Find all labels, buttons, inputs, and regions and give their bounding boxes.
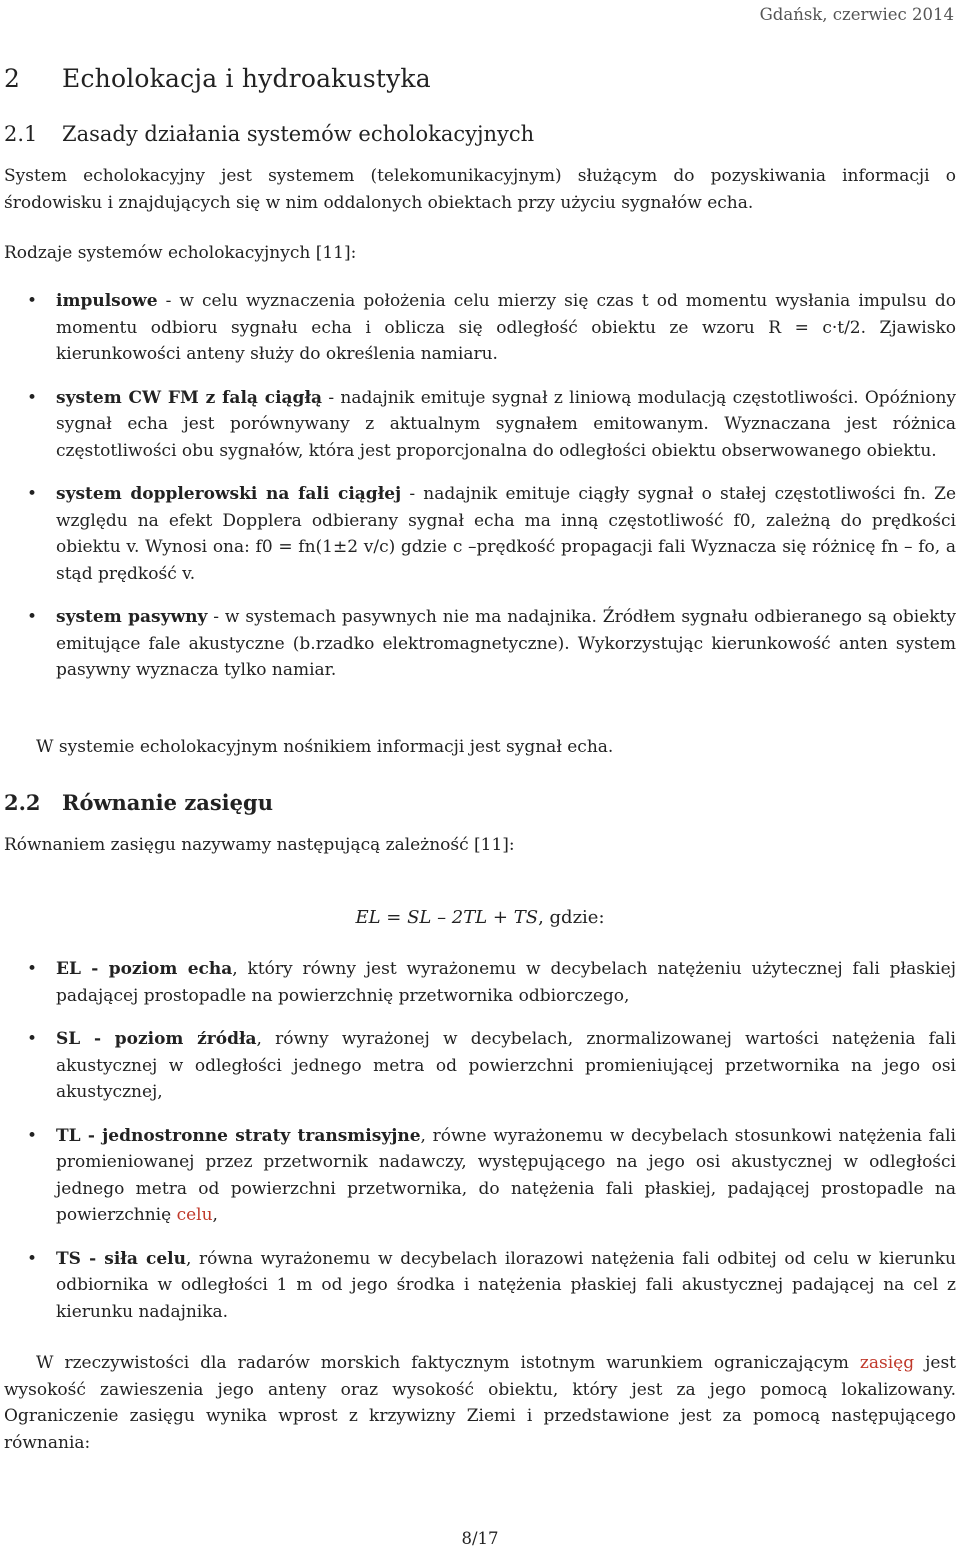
list-item (4, 604, 956, 684)
carrier-note: W systemie echolokacyjnym nośnikiem informacji jest sygnał echa. (36, 737, 614, 757)
section-number: 2 (4, 64, 21, 93)
range-equation (0, 905, 960, 932)
subsection-number: 2.2 (4, 790, 41, 815)
term-description: , równe wyrażonemu w decybelach stosunkowi natężenia fali promieniowanej przez przetwornik nadawczy, występującego na jego osi akustycznej w odległości jednego metra od powierzchni przetwornika, do natężenia fali płaskiej, padającej prostopadle na powierzchnię (56, 1125, 956, 1225)
range-intro: Równaniem zasięgu nazywamy następującą zależność [11]: (4, 835, 515, 855)
system-term: impulsowe (56, 291, 158, 311)
equation-suffix: , gdzie: (538, 907, 605, 928)
term-description: , który równy jest wyrażonemu w decybelach natężeniu użytecznej fali płaskiej padającej prostopadle na powierzchnię przetwornika odbiorczego, (56, 959, 956, 1006)
final-paragraph (4, 1350, 956, 1456)
bullet-icon: • (27, 607, 38, 627)
header-location-date: Gdańsk, czerwiec 2014 (759, 5, 954, 24)
list-item (4, 385, 956, 465)
term-label: TL - jednostronne straty transmisyjne (56, 1125, 421, 1146)
term-label: TS - siła celu (56, 1248, 187, 1269)
system-description: - w celu wyznaczenia położenia celu mierzy się czas t od momentu wysłania impulsu do momentu odbioru sygnału echa i oblicza się odległość obiektu ze wzoru R = c·t/2. Zjawisko kierunkowości anteny służy do określenia namiaru. (56, 291, 957, 364)
system-description: - nadajnik emituje sygnał z liniową modulacją częstotliwości. Opóźniony sygnał echa jest porównywany z aktualnym sygnałem emitowanym. Wyznaczana jest różnica częstotliwości obu sygnałów, która jest proporcjonalna do odległości obiektu obserwowanego obiektu. (56, 387, 957, 461)
subsection-title: Zasady działania systemów echolokacyjnych (62, 122, 535, 146)
zasieg-link[interactable]: zasięg (859, 1353, 915, 1373)
section-heading (4, 66, 431, 93)
list-item (4, 1123, 956, 1229)
intro-paragraph: System echolokacyjny jest systemem (telekomunikacyjnym) służącym do pozyskiwania informacji o środowisku i znajdujących się w nim oddalonych obiektach przy użyciu sygnałów echa. (4, 166, 956, 213)
bullet-icon: • (27, 1125, 38, 1146)
types-intro: Rodzaje systemów echolokacyjnych [11]: (4, 243, 357, 263)
bullet-icon: • (27, 959, 38, 979)
list-item (4, 956, 956, 1009)
page-number: 8/17 (461, 1529, 499, 1548)
final-text-2: jest wysokość zawieszenia jego anteny oraz wysokość obiektu, który jest za jego pomocą lokalizowany. Ograniczenie zasięgu wynika wprost z krzywizny Ziemi i przedstawione jest za pomocą następującego równania: (4, 1353, 956, 1453)
subsection-heading-2-2 (4, 790, 273, 817)
list-item (4, 481, 956, 587)
system-term: system CW FM z falą ciągłą (56, 387, 323, 408)
term-description: , równa wyrażonemu w decybelach ilorazowi natężenia fali odbitej od celu w kierunku odbiornika w odległości 1 m od jego środka i natężenia płaskiej fali akustycznej padającej na cel z kierunku nadajnika. (56, 1248, 957, 1322)
term-label: EL - poziom echa (56, 959, 233, 979)
list-item (4, 288, 956, 368)
term-description: , równy wyrażonej w decybelach, znormalizowanej wartości natężenia fali akustycznej w odległości jednego metra od powierzchni promieniującej przetwornika na jego osi akustycznej, (56, 1029, 956, 1102)
term-tail: , (212, 1205, 218, 1225)
section-title: Echolokacja i hydroakustyka (62, 64, 431, 93)
system-term: system pasywny (56, 607, 208, 627)
bullet-icon: • (27, 387, 38, 408)
bullet-icon: • (27, 484, 38, 504)
system-description: - nadajnik emituje ciągły sygnał o stałej częstotliwości fn. Ze względu na efekt Dopplera odbierany sygnał echa ma inną częstotliwość f0, zależną do prędkości obiektu v. Wynosi ona: f0 = fn(1±2 v/c) gdzie c –prędkość propagacji fali Wyznacza się różnicę fn – fo, a stąd prędkość v. (56, 484, 956, 584)
system-term: system dopplerowski na fali ciągłej (56, 484, 402, 504)
bullet-icon: • (27, 1029, 38, 1049)
system-description: - w systemach pasywnych nie ma nadajnika. Źródłem sygnału odbieranego są obiekty emitujące fale akustyczne (b.rzadko elektromagnetyczne). Wykorzystując kierunkowość anten system pasywny wyznacza tylko namiar. (56, 607, 956, 680)
celu-link[interactable]: celu (176, 1205, 213, 1225)
equation-formula: EL = SL – 2TL + TS (355, 907, 539, 928)
systems-list (4, 288, 956, 701)
subsection-title: Równanie zasięgu (62, 790, 273, 815)
subsection-number: 2.1 (4, 122, 38, 146)
subsection-heading-2-1 (4, 121, 534, 148)
bullet-icon: • (27, 291, 38, 311)
list-item (4, 1026, 956, 1106)
terms-list (4, 956, 956, 1342)
final-text-1: W rzeczywistości dla radarów morskich faktycznym istotnym warunkiem ograniczającym (36, 1353, 860, 1373)
bullet-icon: • (27, 1248, 38, 1269)
list-item (4, 1246, 956, 1326)
term-label: SL - poziom źródła (56, 1029, 257, 1049)
